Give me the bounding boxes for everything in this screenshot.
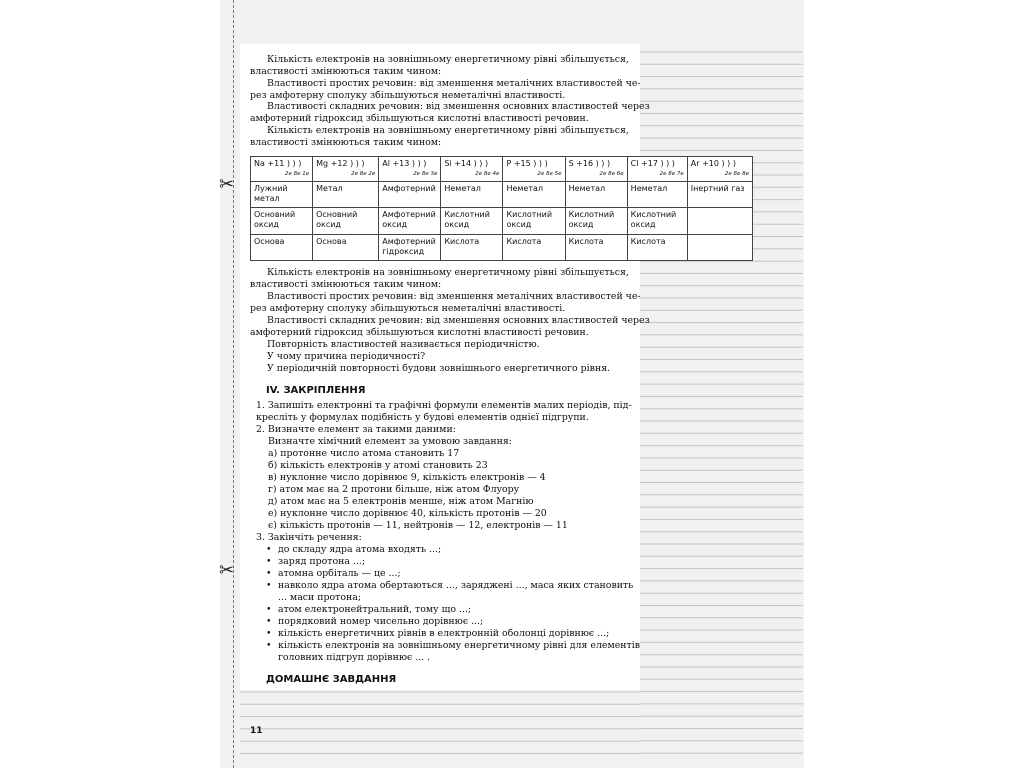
paragraph-line: Властивості складних речовин: від зменшення основних властивостей через <box>267 315 650 326</box>
list-item: • атомна орбіталь — це ...; <box>266 568 401 579</box>
table-cell: Амфотерний оксид <box>379 208 441 235</box>
task-line: д) атом має на 5 електронів менше, ніж атом Магнію <box>268 496 534 507</box>
table-cell: Неметал <box>503 182 565 208</box>
table-cell: Амфотерний гідроксид <box>379 235 441 261</box>
table-cell <box>687 208 752 235</box>
table-cell: Основний оксид <box>251 208 313 235</box>
scissors-icon: ✂ <box>219 174 235 195</box>
task-line: а) протонне число атома становить 17 <box>268 448 460 459</box>
table-cell: Інертний газ <box>687 182 752 208</box>
task-line: 1. Запишіть електронні та графічні формули елементів малих періодів, під- <box>256 400 632 411</box>
element-cell: S +16 ) ) ) 2е 8е 6е <box>565 157 627 182</box>
table-cell: Амфотерний <box>379 182 441 208</box>
table-cell: Метал <box>313 182 379 208</box>
table-cell: Лужний метал <box>251 182 313 208</box>
paragraph-line: амфотерний гідроксид збільшуються кислотні властивості речовин. <box>250 113 589 124</box>
table-header-row <box>251 157 753 182</box>
table-cell: Основа <box>251 235 313 261</box>
table-cell: Кислота <box>627 235 687 261</box>
task-line: г) атом має на 2 протони більше, ніж атом Флуору <box>268 484 520 495</box>
task-line: в) нуклонне число дорівнює 9, кількість електронів — 4 <box>268 472 546 483</box>
table-cell: Кислотний оксид <box>503 208 565 235</box>
table-cell: Неметал <box>441 182 503 208</box>
paragraph-line: амфотерний гідроксид збільшуються кислотні властивості речовин. <box>250 327 589 338</box>
paragraph-line: властивості змінюються таким чином: <box>250 279 442 290</box>
list-item: • атом електронейтральний, тому що ...; <box>266 604 472 615</box>
paragraph-line: У періодичній повторності будови зовнішнього енергетичного рівня. <box>267 363 611 374</box>
paragraph-line: Кількість електронів на зовнішньому енергетичному рівні збільшується, <box>267 54 629 65</box>
table-cell: Кислота <box>565 235 627 261</box>
paragraph-line: Властивості простих речовин: від зменшення металічних властивостей че- <box>267 291 641 302</box>
homework-title: ДОМАШНЄ ЗАВДАННЯ <box>266 674 397 685</box>
table-row <box>251 208 753 235</box>
paragraph-line: Властивості простих речовин: від зменшення металічних властивостей че- <box>267 78 641 89</box>
table-cell: Кислотний оксид <box>627 208 687 235</box>
list-item: • заряд протона ...; <box>266 556 366 567</box>
table-cell: Неметал <box>565 182 627 208</box>
paragraph-line: рез амфотерну сполуку збільшуються неметалічні властивості. <box>250 303 566 314</box>
table-cell: Кислота <box>503 235 565 261</box>
scissors-icon: ✂ <box>219 560 235 581</box>
paragraph-line: У чому причина періодичності? <box>267 351 426 362</box>
list-item-continuation: головних підгруп дорівнює ... . <box>278 652 431 663</box>
list-item: • до складу ядра атома входять ...; <box>266 544 442 555</box>
element-cell: Al +13 ) ) ) 2е 8е 3е <box>379 157 441 182</box>
task-line: кресліть у формулах подібність у будові елементів однієї підгрупи. <box>256 412 589 423</box>
list-item-continuation: ... маси протона; <box>278 592 362 603</box>
table-cell: Кислота <box>441 235 503 261</box>
paragraph-line: Властивості складних речовин: від зменшення основних властивостей через <box>267 101 650 112</box>
paragraph-line: Кількість електронів на зовнішньому енергетичному рівні збільшується, <box>267 125 629 136</box>
section-title: IV. ЗАКРІПЛЕННЯ <box>266 385 366 396</box>
task-title: 3. Закінчіть речення: <box>256 532 362 543</box>
table-cell: Основний оксид <box>313 208 379 235</box>
element-cell: Ar +10 ) ) ) 2е 8е 8е <box>687 157 752 182</box>
paragraph-line: властивості змінюються таким чином: <box>250 137 442 148</box>
task-line: є) кількість протонів — 11, нейтронів — 12, електронів — 11 <box>268 520 568 531</box>
table-cell: Основа <box>313 235 379 261</box>
table-row <box>251 182 753 208</box>
list-item: • порядковий номер чисельно дорівнює ...; <box>266 616 484 627</box>
page-number: 11 <box>250 726 263 736</box>
task-line: Визначте хімічний елемент за умовою завдання: <box>268 436 512 447</box>
list-item: • навколо ядра атома обертаються ..., заряджені ..., маса яких становить <box>266 580 634 591</box>
element-cell: P +15 ) ) ) 2е 8е 5е <box>503 157 565 182</box>
list-item: • кількість електронів на зовнішньому енергетичному рівні для елементів <box>266 640 640 651</box>
element-cell: Na +11 ) ) ) 2е 8е 1е <box>251 157 313 182</box>
list-item: • кількість енергетичних рівнів в електронній оболонці дорівнює ...; <box>266 628 610 639</box>
task-line: б) кількість електронів у атомі становить 23 <box>268 460 488 471</box>
task-title: 2. Визначте елемент за такими даними: <box>256 424 456 435</box>
element-cell: Mg +12 ) ) ) 2е 8е 2е <box>313 157 379 182</box>
element-cell: Si +14 ) ) ) 2е 8е 4е <box>441 157 503 182</box>
element-cell: Cl +17 ) ) ) 2е 8е 7е <box>627 157 687 182</box>
table-cell: Неметал <box>627 182 687 208</box>
elements-properties-table <box>250 156 753 261</box>
paragraph-line: властивості змінюються таким чином: <box>250 66 442 77</box>
paragraph-line: Кількість електронів на зовнішньому енергетичному рівні збільшується, <box>267 267 629 278</box>
table-cell: Кислотний оксид <box>565 208 627 235</box>
table-cell <box>687 235 752 261</box>
table-cell: Кислотний оксид <box>441 208 503 235</box>
table-row <box>251 235 753 261</box>
paragraph-line: рез амфотерну сполуку збільшуються неметалічні властивості. <box>250 90 566 101</box>
paragraph-line: Повторність властивостей називається періодичністю. <box>267 339 540 350</box>
task-line: е) нуклонне число дорівнює 40, кількість протонів — 20 <box>268 508 547 519</box>
